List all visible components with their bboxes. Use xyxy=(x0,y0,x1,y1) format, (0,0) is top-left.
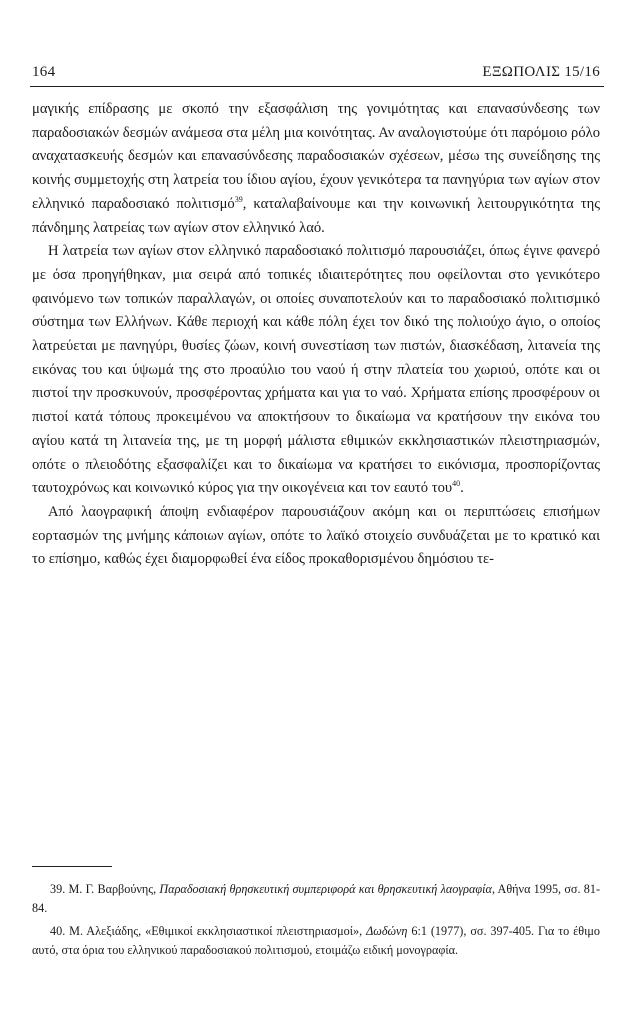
paragraph-2 xyxy=(32,240,600,501)
footnote-40-journal: Δωδώνη xyxy=(366,924,408,938)
paragraph-1-tail: , καταλαβαίνουμε και την κοινωνική λειτουργικότητα της πάνδημης λατρείας των αγίων στον ελληνικό λαό. xyxy=(32,195,600,236)
footnote-40-rest: 6:1 (1977), σσ. 397-405. Για το έθιμο αυτό, στα όρια του ελληνικού παραδοσιακού πολιτισμού, ετοιμάζω ειδική μονογραφία. xyxy=(32,924,600,957)
page-number: 164 xyxy=(32,64,56,80)
footnote-39-title: Παραδοσιακή θρησκευτική συμπεριφορά και θρησκευτική λαογραφία xyxy=(159,882,492,896)
running-header xyxy=(32,64,600,81)
footnote-ref-39: 39 xyxy=(234,194,243,204)
paragraph-1 xyxy=(32,98,600,240)
paragraph-2-tail: . xyxy=(460,480,464,497)
paragraph-1-text: μαγικής επίδρασης με σκοπό την εξασφάλιση της γονιμότητας και επανασύνδεσης των παραδοσιακών δεσμών ανάμεσα στα μέλη μια κοινότητας. Αν αναλογιστούμε ότι παρόμοιο ρόλο αναχατασκευής δεσμών και επανασύνδεσης παραδοσιακών σχέσεων, μέσω της συνείδησης της κοινής συμμετοχής στη λατρεία του ίδιου αγίου, έχουν γενικότερα τα πανηγύρια των αγίων στον ελληνικό παραδοσιακό πολιτισμό xyxy=(32,101,600,212)
paragraph-2-text: Η λατρεία των αγίων στον ελληνικό παραδοσιακό πολιτισμό παρουσιάζει, όπως έγινε φανερό με όσα προηγήθηκαν, μια σειρά από τοπικές ιδιαιτερότητες που οφείλονται στο γενικότερο φαινόμενο των τοπικών παραλλαγών, οι οποίες συναποτελούν και το παραδοσιακό πολιτισμικό σύστημα των Ελλήνων. Κάθε περιοχή και κάθε πόλη έχει τον δικό της πολιούχο άγιο, ο οποίος λατρεύεται με πανηγύρι, θυσίες ζώων, κοινή συνεστίαση των πιστών, διασκέδαση, λιτανεία της εικόνας του και ύψωμά της στο προαύλιο του ναού ή στην πλατεία του χωριού, οπότε και οι πιστοί την προσκυνούν, προσφέροντας χρήματα και για το ναό. Χρήματα επίσης προσφέρουν οι πιστοί κατά τόπους προκειμένου να αποκτήσουν το δικαίωμα να κρατήσουν την εικόνα του αγίου κατά τη λιτανεία της, με τη μορφή μάλιστα εθιμικών εκκλησιαστικών πλειστηριασμών, οπότε ο πλειοδότης εξασφαλίζει και το δικαίωμα να κρατήσει το εικόνισμα, προσπορίζοντας ταυτοχρόνως και κοινωνικό κύρος για την οικογένεια και τον εαυτό του xyxy=(32,243,600,497)
footnote-39 xyxy=(32,880,600,918)
footnotes xyxy=(32,880,600,964)
header-rule xyxy=(30,86,604,87)
footnote-40 xyxy=(32,922,600,960)
footnote-40-lead: 40. Μ. Αλεξιάδης, «Εθιμικοί εκκλησιαστικοί πλειστηριασμοί», xyxy=(50,924,367,938)
running-title: ΕΞΩΠΟΛΙΣ 15/16 xyxy=(482,64,600,80)
body-text xyxy=(32,98,600,572)
paragraph-3-text: Από λαογραφική άποψη ενδιαφέρον παρουσιάζουν ακόμη και οι περιπτώσεις επισήμων εορτασμών της μνήμης κάποιων αγίων, οπότε το λαϊκό στοιχείο συνδυάζεται με το κρατικό και το επίσημο, καθώς έχει διαμορφωθεί ένα είδος προκαθορισμένου δημόσιου τε- xyxy=(32,503,600,568)
footnote-rule xyxy=(32,866,112,867)
footnote-ref-40: 40 xyxy=(452,479,461,489)
footnote-39-lead: 39. Μ. Γ. Βαρβούνης, xyxy=(50,882,160,896)
footnote-39-rest: , Αθήνα 1995, σσ. 81-84. xyxy=(32,882,601,915)
paragraph-3 xyxy=(32,501,600,572)
